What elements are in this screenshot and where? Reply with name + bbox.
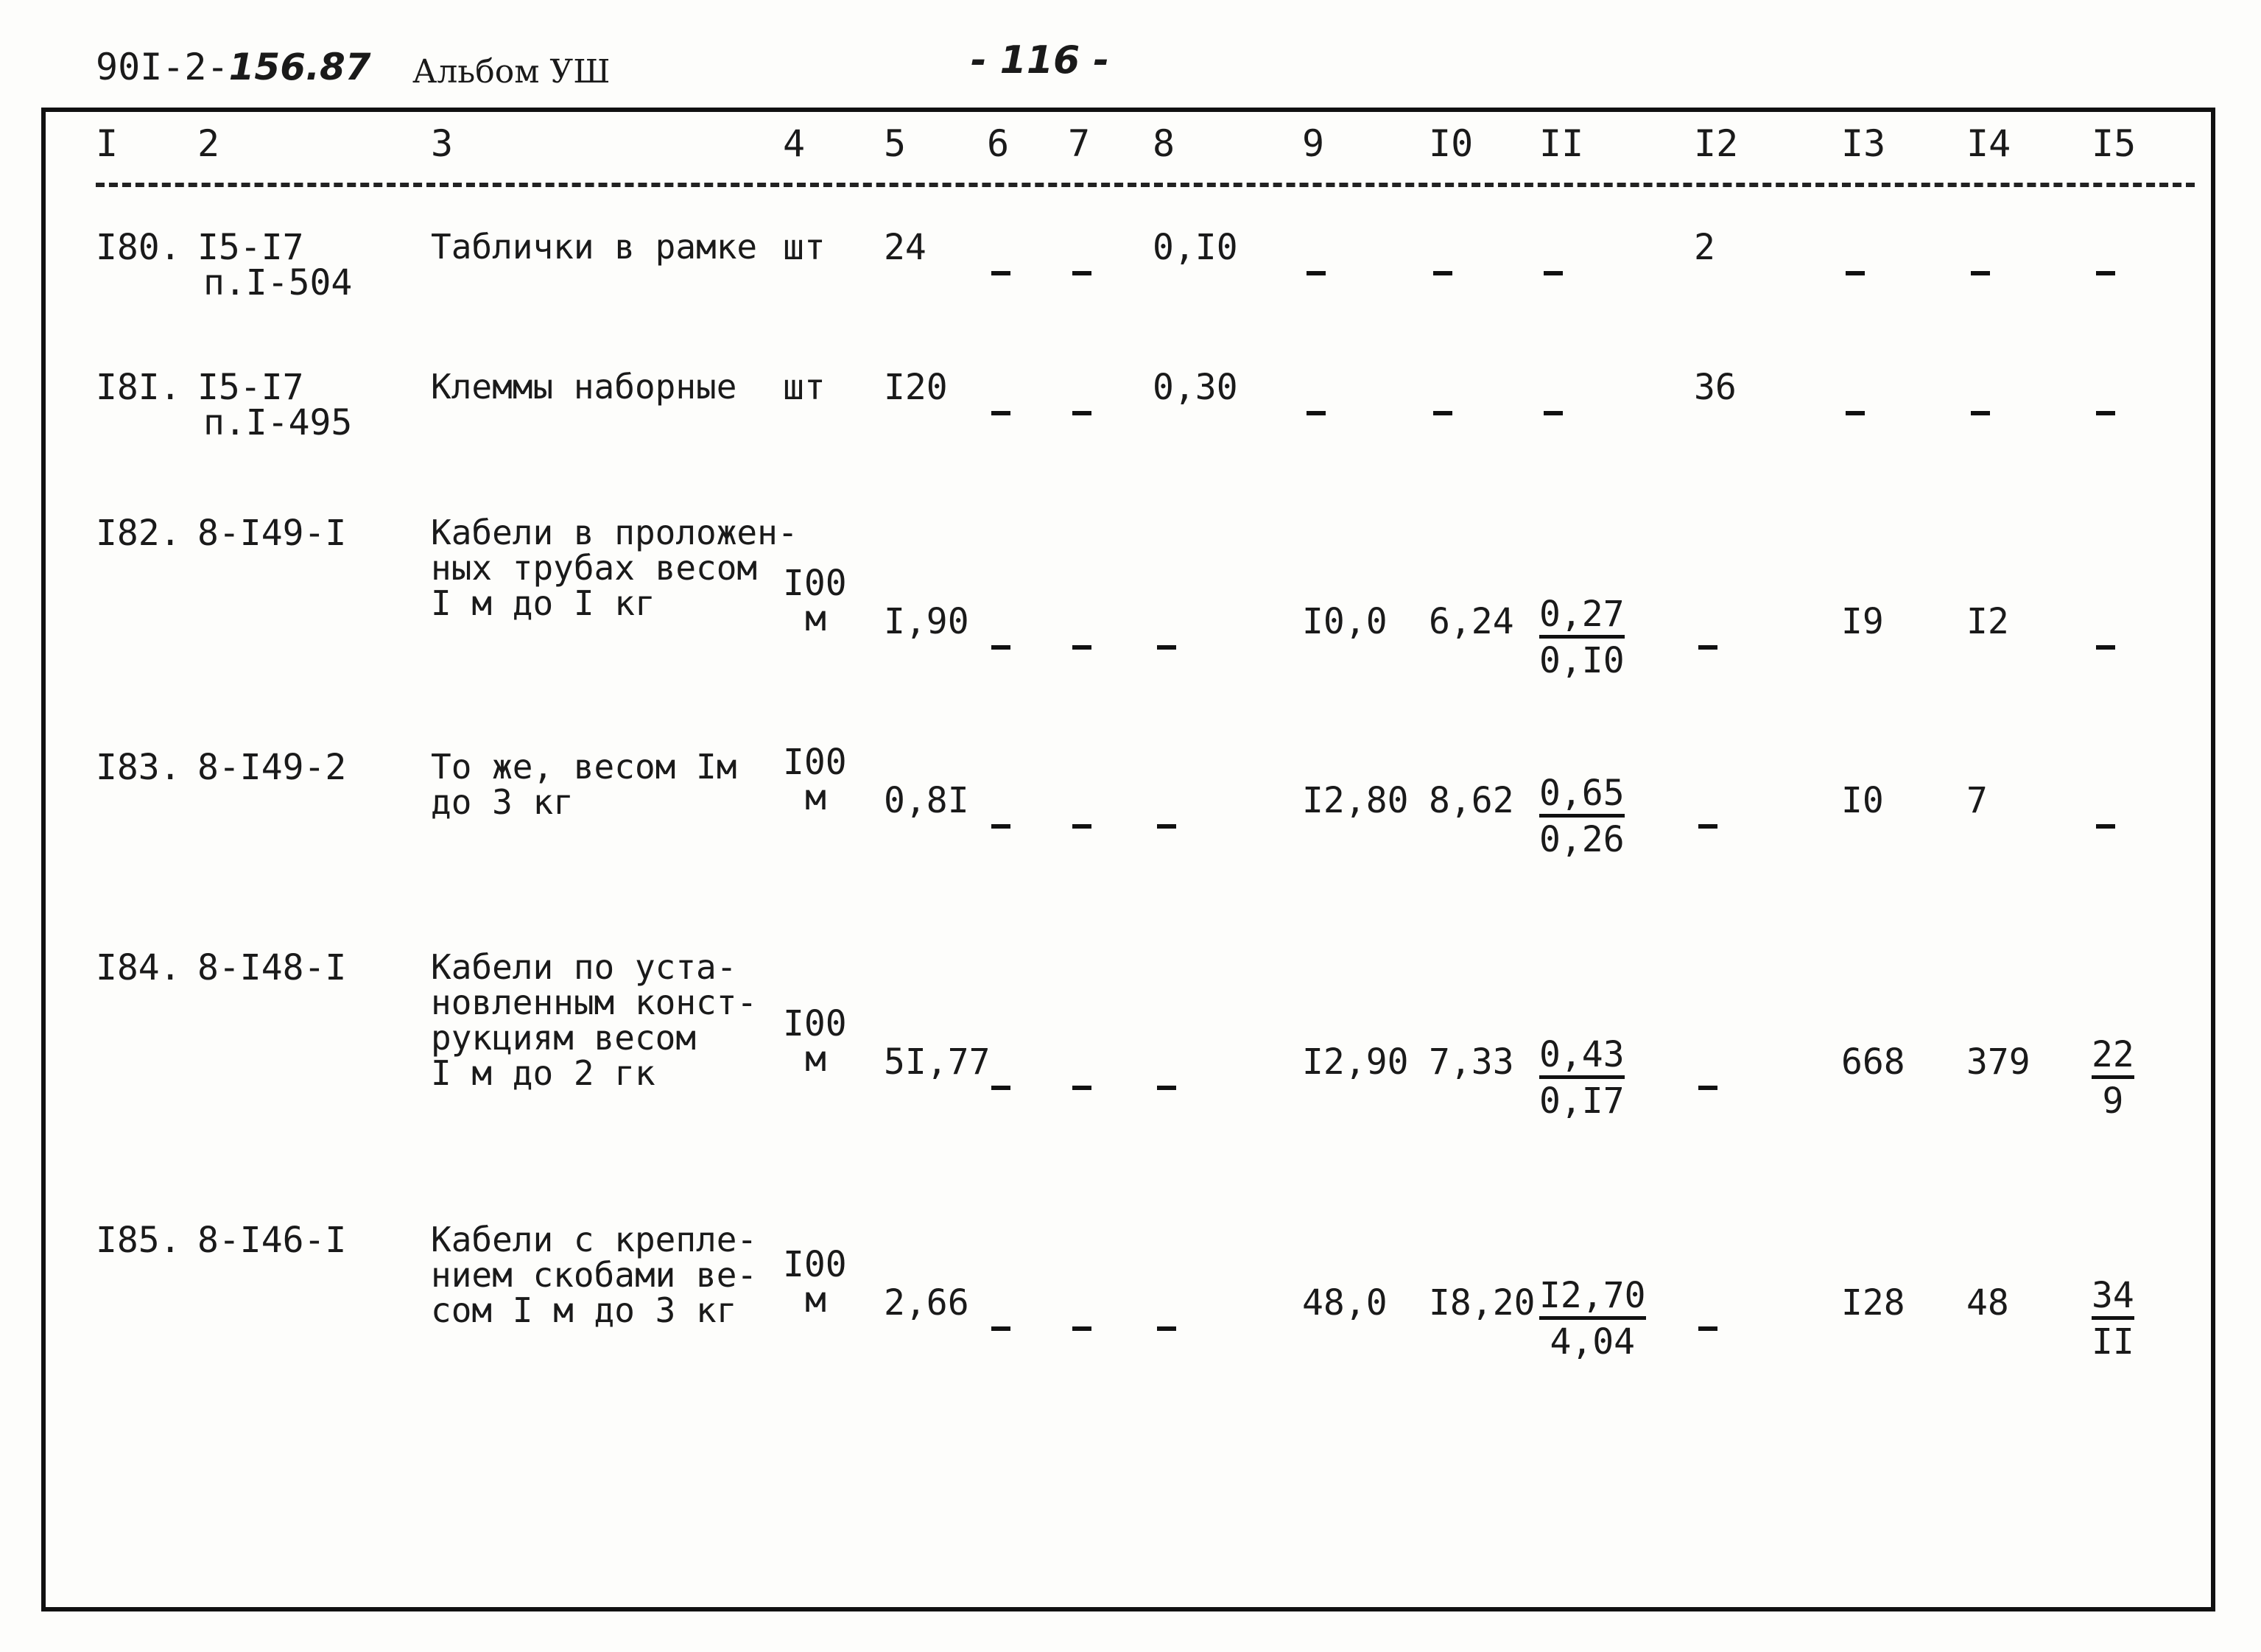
column-number: I0 [1429,122,1474,165]
dash-mark [1433,271,1452,275]
column-number: 8 [1153,122,1175,165]
fraction-denominator: 0,I7 [1539,1080,1625,1122]
cell-c14: 379 [1966,1041,2030,1083]
cell-c14: 7 [1966,780,1988,821]
fraction [1539,1034,1625,1122]
cell-c11 [1539,1034,1625,1122]
norm-code: 8-I49-I [197,513,347,554]
cell-c6 [991,1301,1010,1337]
cell-c6 [991,1061,1010,1096]
work-name: То же, весом Iм [431,747,737,787]
column-number: I4 [1966,122,2011,165]
cell-c9 [1307,246,1326,281]
work-name: Клеммы наборные [431,367,737,407]
cell-c7 [1072,620,1091,655]
norm-code: 8-I49-2 [197,747,347,788]
cell-c11 [1544,246,1563,281]
norm-code: I5-I7 [197,227,304,268]
work-name: до 3 кг [431,782,574,822]
cell-c5: 5I,77 [884,1041,991,1083]
cell-c7 [1072,1301,1091,1337]
norm-code: 8-I46-I [197,1220,347,1261]
cell-c10: 7,33 [1429,1041,1514,1083]
header-divider [96,183,2195,187]
cell-c5: I,90 [884,601,969,642]
row-number: I84. [96,947,181,988]
work-name: Кабели по уста- [431,947,737,987]
cell-c7 [1072,386,1091,421]
fraction-numerator: 34 [2092,1278,2134,1320]
cell-c6 [991,386,1010,421]
cell-c15 [2096,246,2115,281]
fraction [2092,1034,2134,1122]
unit: I00 [783,1244,847,1285]
cell-c13: I28 [1841,1282,1905,1324]
cell-c14 [1971,386,1990,421]
cell-c8: 0,30 [1153,367,1238,408]
column-number: 3 [431,122,454,165]
work-name: рукциям весом [431,1018,697,1058]
unit: м [805,598,826,639]
cell-c10: 8,62 [1429,780,1514,821]
dash-mark [1072,1086,1091,1090]
cell-c14: 48 [1966,1282,2009,1324]
cell-c13: I9 [1841,601,1884,642]
dash-mark [991,411,1010,415]
fraction [1539,594,1625,681]
dash-mark [991,645,1010,650]
cell-c10: 6,24 [1429,601,1514,642]
cell-c9: I0,0 [1302,601,1388,642]
work-name: сом I м до 3 кг [431,1290,737,1330]
fraction-numerator: 0,65 [1539,776,1625,818]
cell-c15 [2096,620,2115,655]
fraction-numerator: 0,27 [1539,597,1625,639]
page-number: - 116 - [971,38,1109,82]
dash-mark [1846,411,1865,415]
document-code: 90I-2-156.87 [96,46,371,88]
cell-c11 [1539,773,1625,860]
fraction [2092,1275,2134,1363]
column-number: I3 [1841,122,1886,165]
cell-c9: 48,0 [1302,1282,1388,1324]
column-number: 9 [1302,122,1325,165]
dash-mark [1157,824,1176,829]
fraction-denominator: 0,I0 [1539,640,1625,681]
album-label: Альбом УШ [412,53,611,91]
norm-code: п.I-495 [203,402,353,443]
dash-mark [991,1086,1010,1090]
dash-mark [1307,411,1326,415]
dash-mark [991,271,1010,275]
dash-mark [1072,1326,1091,1331]
dash-mark [1157,1326,1176,1331]
column-number: 4 [783,122,806,165]
dash-mark [1433,411,1452,415]
row-number: I8I. [96,367,181,408]
column-number: 5 [884,122,907,165]
dash-mark [1072,645,1091,650]
unit: шт [783,367,826,408]
unit: I00 [783,563,847,604]
cell-c11 [1544,386,1563,421]
column-number: I5 [2092,122,2137,165]
work-name: нием скобами ве- [431,1255,758,1295]
cell-c5: 24 [884,227,926,268]
fraction-numerator: I2,70 [1539,1278,1646,1320]
cell-c7 [1072,246,1091,281]
dash-mark [2096,411,2115,415]
cell-c13 [1846,246,1865,281]
column-number: 2 [197,122,220,165]
cell-c13: I0 [1841,780,1884,821]
table-frame [41,108,2215,1611]
dash-mark [1157,1086,1176,1090]
cell-c15 [2092,1034,2134,1122]
cell-c13: 668 [1841,1041,1905,1083]
fraction-numerator: 0,43 [1539,1037,1625,1079]
fraction-numerator: 22 [2092,1037,2134,1079]
cell-c8 [1157,620,1176,655]
cell-c6 [991,246,1010,281]
dash-mark [1157,645,1176,650]
work-name: I м до 2 гк [431,1053,655,1093]
cell-c6 [991,620,1010,655]
dash-mark [1544,411,1563,415]
unit: м [805,1038,826,1080]
dash-mark [2096,271,2115,275]
norm-code: п.I-504 [203,262,353,303]
cell-c15 [2096,386,2115,421]
unit: м [805,1279,826,1321]
fraction-denominator: 4,04 [1550,1321,1636,1363]
dash-mark [1307,271,1326,275]
dash-mark [1846,271,1865,275]
column-number: I [96,122,119,165]
column-number: I2 [1694,122,1739,165]
dash-mark [2096,824,2115,829]
dash-mark [1698,824,1717,829]
unit: м [805,777,826,818]
dash-mark [1698,645,1717,650]
unit: I00 [783,742,847,783]
fraction-denominator: 9 [2102,1080,2124,1122]
cell-c8: 0,I0 [1153,227,1238,268]
dash-mark [1072,411,1091,415]
cell-c12: 36 [1694,367,1737,408]
cell-c7 [1072,799,1091,834]
cell-c6 [991,799,1010,834]
cell-c10 [1433,386,1452,421]
cell-c9: I2,90 [1302,1041,1409,1083]
column-number: 6 [987,122,1010,165]
row-number: I83. [96,747,181,788]
cell-c10: I8,20 [1429,1282,1536,1324]
dash-mark [1698,1326,1717,1331]
cell-c12 [1698,1301,1717,1337]
dash-mark [1971,271,1990,275]
unit: шт [783,227,826,268]
column-number: II [1539,122,1584,165]
dash-mark [1072,824,1091,829]
cell-c14: I2 [1966,601,2009,642]
cell-c5: I20 [884,367,948,408]
row-number: I80. [96,227,181,268]
cell-c5: 2,66 [884,1282,969,1324]
unit: I00 [783,1003,847,1044]
cell-c12 [1698,620,1717,655]
fraction [1539,773,1625,860]
cell-c8 [1157,1301,1176,1337]
cell-c9: I2,80 [1302,780,1409,821]
row-number: I82. [96,513,181,554]
fraction-denominator: 0,26 [1539,819,1625,860]
cell-c10 [1433,246,1452,281]
dash-mark [1072,271,1091,275]
dash-mark [1971,411,1990,415]
norm-code: 8-I48-I [197,947,347,988]
fraction-denominator: II [2092,1321,2134,1363]
cell-c15 [2092,1275,2134,1363]
cell-c9 [1307,386,1326,421]
cell-c12 [1698,799,1717,834]
cell-c7 [1072,1061,1091,1096]
cell-c13 [1846,386,1865,421]
cell-c11 [1539,594,1625,681]
dash-mark [991,824,1010,829]
work-name: новленным конст- [431,983,758,1022]
work-name: Кабели с крепле- [431,1220,758,1259]
cell-c15 [2096,799,2115,834]
cell-c11 [1539,1275,1646,1363]
cell-c8 [1157,1061,1176,1096]
cell-c14 [1971,246,1990,281]
cell-c12 [1698,1061,1717,1096]
column-number: 7 [1068,122,1091,165]
fraction [1539,1275,1646,1363]
dash-mark [1698,1086,1717,1090]
work-name: I м до I кг [431,583,655,623]
dash-mark [1544,271,1563,275]
dash-mark [2096,645,2115,650]
cell-c5: 0,8I [884,780,969,821]
work-name: Кабели в проложен- [431,513,798,552]
dash-mark [991,1326,1010,1331]
row-number: I85. [96,1220,181,1261]
cell-c8 [1157,799,1176,834]
norm-code: I5-I7 [197,367,304,408]
cell-c12: 2 [1694,227,1715,268]
work-name: Таблички в рамке [431,227,758,267]
work-name: ных трубах весом [431,548,758,588]
